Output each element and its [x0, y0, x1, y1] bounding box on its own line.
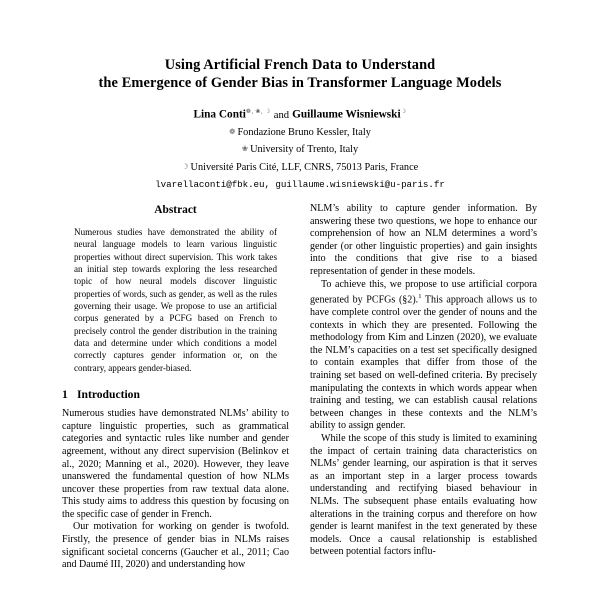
intro-paragraph-2: Our motivation for working on gender is twofold. Firstly, the presence of gender bias in NLMs raises significant societal concerns (Gaucher et al., 2011; Cao and Daumé III, 2020) and understanding how: [62, 521, 289, 571]
right-paragraph-2: [310, 279, 537, 433]
left-column: [62, 203, 289, 603]
right-paragraph-2-cont: This approach allows us to have complete control over the gender of nouns and the contexts in which they are presented. Following the methodology from Kim and Linzen (2020), we evaluate the NLM’s capacities on a test set specifically designed to contain examples that differ from those of the training set based on well-defined criteria. By precisely manipulating the contexts in which words appear when training and testing, we can establish causal relations between changes in these contexts and the NLM’s ability to assign gender.: [310, 294, 537, 432]
affiliation-1-text: Fondazione Bruno Kessler, Italy: [237, 126, 371, 138]
intro-paragraph-1: Numerous studies have demonstrated NLMs’ ability to capture linguistic properties, such as grammatical categories and syntactic rules like number and gender agreement, without any direct supervision (Belinkov et al., 2020; Manning et al., 2020). However, they leave unanswered the fundamental question of how NLMs uncover these properties from raw textual data alone. This study aims to address this question by focusing on the specific case of gender in French.: [62, 408, 289, 520]
page-title: [65, 57, 535, 92]
footnote-reference[interactable]: 1: [418, 293, 422, 301]
author-1-affiliation-marks: ❁, ❀, ☽: [245, 108, 271, 115]
author-name-1: Lina Conti: [193, 108, 246, 121]
title-block: [0, 0, 600, 191]
author-list: [0, 105, 600, 122]
affiliation-2: [0, 142, 600, 157]
affiliation-1-marker: ❁: [229, 126, 236, 136]
author-conjunction: and: [273, 109, 290, 121]
section-number: 1: [62, 388, 68, 402]
affiliation-3: [0, 160, 600, 175]
title-line-2: the Emergence of Gender Bias in Transformer Language Models: [98, 74, 502, 91]
right-paragraph-3: While the scope of this study is limited to examining the impact of certain training data characteristics on NLMs’ gender learning, our aspiration is that it serves as an important step in a larger process towards understanding and rectifying biased behaviour in NLMs. The subsequent phase entails evaluating how alterations in the training corpus and therefore on how gender is learnt manifest in the text generated by these models. Once a causal relationship is established between potential factors influ-: [310, 433, 537, 558]
author-emails[interactable]: lvarellaconti@fbk.eu, guillaume.wisniewski@u-paris.fr: [155, 179, 445, 191]
title-line-1: Using Artificial French Data to Understand: [164, 57, 436, 73]
right-paragraph-2-text: To achieve this, we propose to use artificial corpora generated by PCFGs (§2).: [310, 278, 537, 306]
abstract-heading: Abstract: [154, 204, 197, 216]
right-paragraph-1: NLM’s ability to capture gender information. By answering these two questions, we hope to enhance our comprehension of how an NLM determines a word’s gender (or other linguistic properties) and gain insights into the conditions that give rise to a biased representation of gender in these models.: [310, 203, 537, 277]
affiliation-3-text: Université Paris Cité, LLF, CNRS, 75013 Paris, France: [190, 161, 419, 173]
section-heading-introduction: [62, 388, 289, 402]
section-title: Introduction: [77, 388, 140, 402]
abstract-text: Numerous studies have demonstrated the ability of neural language models to learn various linguistic properties without direct supervision. This work takes an initial step towards exploring the less researched topic of how neural models discover linguistic properties of words, such as gender, as well as the rules governing their usage. We propose to use an artificial corpus generated by a PCFG based on French to precisely control the gender distribution in the training data and determine under which conditions a model correctly captures gender information or, on the contrary, appears gender-biased.: [74, 227, 277, 373]
author-2-affiliation-marks: ☽: [400, 108, 407, 115]
affiliation-2-marker: ❀: [241, 144, 249, 154]
affiliation-2-text: University of Trento, Italy: [250, 144, 359, 156]
right-column: [310, 203, 537, 603]
author-name-2: Guillaume Wisniewski: [292, 108, 401, 121]
affiliation-1: [0, 125, 600, 140]
body-columns: [62, 203, 538, 603]
affiliation-3-marker: ☽: [181, 161, 189, 171]
